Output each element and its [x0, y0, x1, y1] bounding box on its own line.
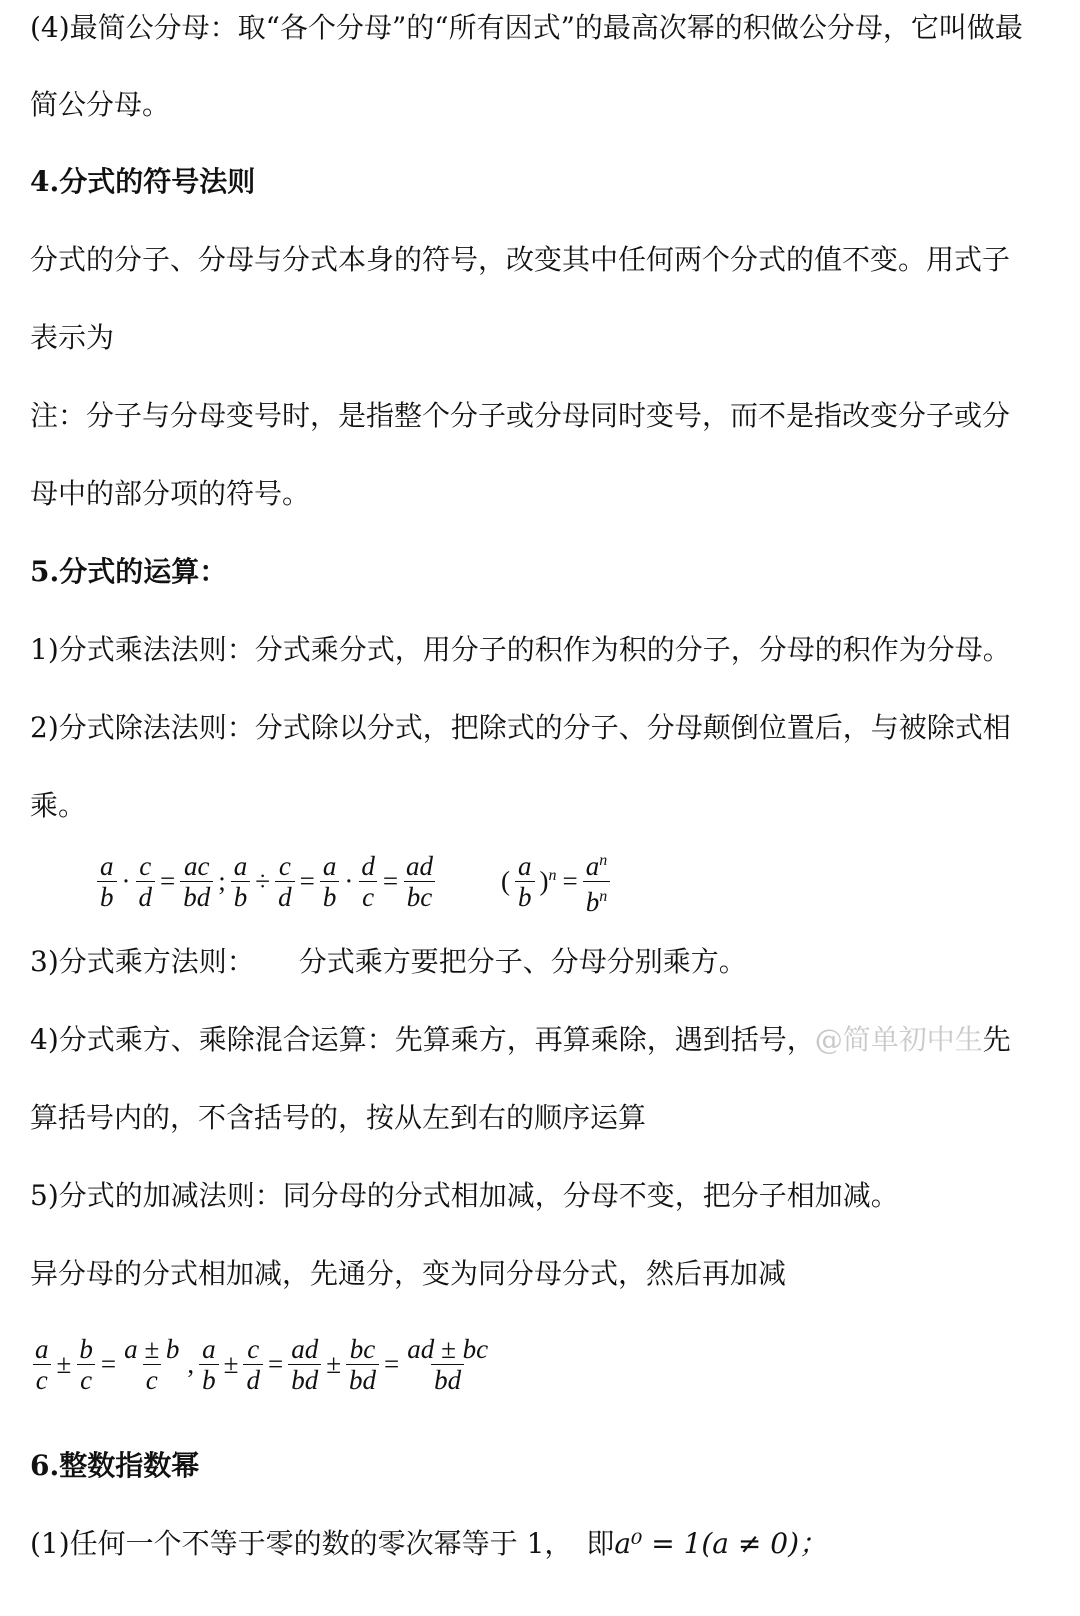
- rule-power: 3)分式乘方法则： 分式乘方要把分子、分母分别乘方。: [30, 945, 747, 978]
- frac: $\frac{a^n}{b^n}$: [583, 846, 611, 917]
- frac: $\frac{c}{d}$: [136, 851, 156, 912]
- frac: $\frac{a}{c}$: [32, 1334, 52, 1395]
- frac: $\frac{ad}{bd}$: [288, 1334, 321, 1395]
- para-lcd-line2: 简公分母。: [30, 88, 171, 121]
- heading-integer-exponent: 6.整数指数幂: [30, 1449, 200, 1482]
- rule-division-line2: 乘。: [30, 789, 87, 822]
- formula-zero-power: a⁰ = 1(a ≠ 0)；: [614, 1527, 828, 1560]
- watermark: @简单初中生: [814, 1023, 983, 1056]
- rule-addsub-line1: 5)分式的加减法则：同分母的分式相加减，分母不变，把分子相加减。: [30, 1179, 899, 1212]
- note-line1: 注：分子与分母变号时，是指整个分子或分母同时变号，而不是指改变分子或分: [30, 399, 1011, 432]
- frac: $\frac{b}{c}$: [76, 1334, 96, 1395]
- rule-mixed-line1: 4)分式乘方、乘除混合运算：先算乘方，再算乘除，遇到括号，@简单初中生先: [30, 1023, 1011, 1056]
- para-sign-line2: 表示为: [30, 321, 115, 354]
- frac: $\frac{c}{d}$: [243, 1334, 263, 1395]
- frac: $\frac{bc}{bd}$: [346, 1334, 379, 1395]
- frac: $\frac{a}{b}$: [199, 1334, 219, 1395]
- formula-add-sub: $\frac{a}{c}$ ± $\frac{b}{c}$ = $\frac{a \pm b}{c}$ , $\frac{a}{b}$ ± $\frac{c}{d}$ = $\frac{ad}{bd}$ ± $\frac{bc}{bd}$ = $\frac{ad \pm bc}{bd}$: [30, 1334, 493, 1395]
- rule-zero-power: (1)任何一个不等于零的数的零次幂等于 1， 即a⁰ = 1(a ≠ 0)；: [30, 1527, 828, 1560]
- frac: $\frac{c}{d}$: [275, 851, 295, 912]
- frac: $\frac{a}{b}$: [97, 851, 117, 912]
- frac: $\frac{a \pm b}{c}$: [124, 1334, 180, 1395]
- heading-sign-rule: 4.分式的符号法则: [30, 165, 256, 198]
- frac: $\frac{ad \pm bc}{bd}$: [407, 1334, 489, 1395]
- note-line2: 母中的部分项的符号。: [30, 477, 311, 510]
- rule-multiplication: 1)分式乘法法则：分式乘分式，用分子的积作为积的分子，分母的积作为分母。: [30, 633, 1011, 666]
- frac: $\frac{ac}{bd}$: [180, 851, 213, 912]
- formula-mul-div-pow: $\frac{a}{b}$ · $\frac{c}{d}$ = $\frac{ac}{bd}$ ; $\frac{a}{b}$ ÷ $\frac{c}{d}$ = $\frac{a}{b}$ · $\frac{d}{c}$ = $\frac{ad}{bc}$ ( $\frac{a}{b}$ )$^n$ = $\frac{a^n}{b^n}$: [95, 846, 612, 917]
- frac: $\frac{a}{b}$: [320, 851, 340, 912]
- frac: $\frac{a}{b}$: [515, 851, 535, 912]
- rule-division-line1: 2)分式除法法则：分式除以分式，把除式的分子、分母颠倒位置后，与被除式相: [30, 711, 1011, 744]
- rule-mixed-line2: 算括号内的，不含括号的，按从左到右的顺序运算: [30, 1101, 647, 1134]
- frac: $\frac{ad}{bc}$: [403, 851, 436, 912]
- rule-addsub-line2: 异分母的分式相加减，先通分，变为同分母分式，然后再加减: [30, 1257, 787, 1290]
- frac: $\frac{a}{b}$: [231, 851, 251, 912]
- heading-operations: 5.分式的运算：: [30, 555, 228, 588]
- frac: $\frac{d}{c}$: [358, 851, 378, 912]
- para-sign-line1: 分式的分子、分母与分式本身的符号，改变其中任何两个分式的值不变。用式子: [30, 243, 1011, 276]
- para-lcd-line1: (4)最简公分母：取“各个分母”的“所有因式”的最高次幂的积做公分母，它叫做最: [30, 11, 1023, 44]
